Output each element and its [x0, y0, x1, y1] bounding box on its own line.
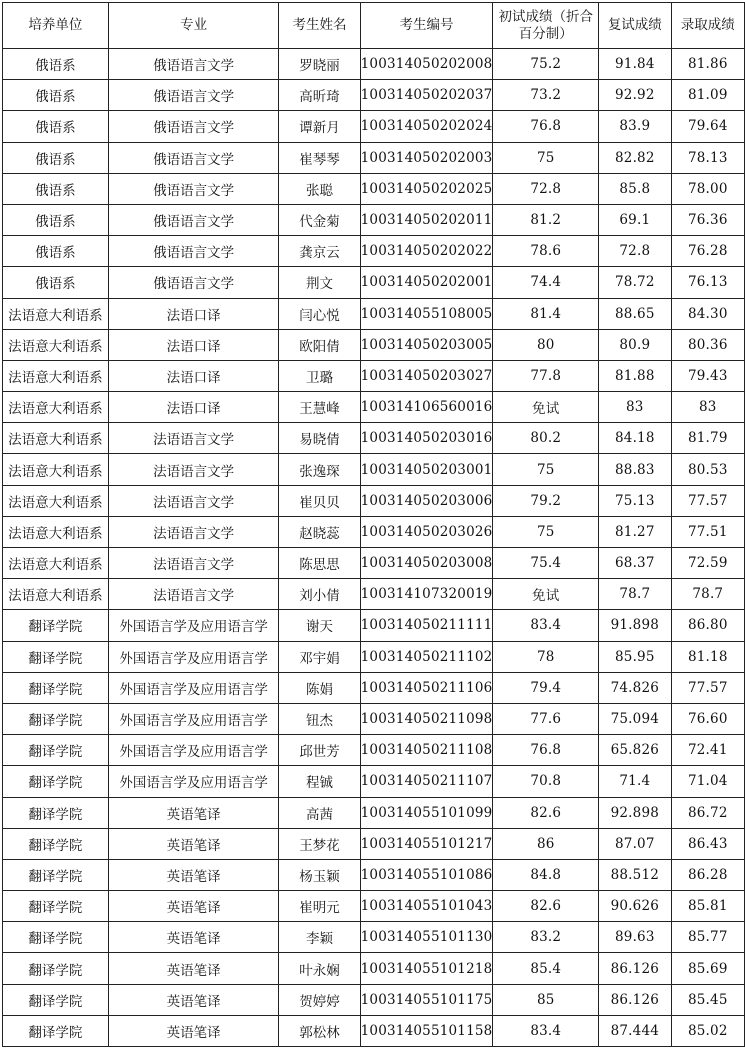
major-cell: 英语笔译 [108, 828, 279, 859]
name-cell: 卫璐 [279, 360, 360, 391]
header-cell-name: 考生姓名 [279, 3, 360, 49]
exam-id-cell: 100314050203026 [360, 516, 493, 547]
major-cell: 法语口译 [108, 329, 279, 360]
exam-id-cell: 100314050203027 [360, 360, 493, 391]
retest-score-cell: 68.37 [599, 548, 672, 579]
retest-score-cell: 82.82 [599, 142, 672, 173]
retest-score-cell: 78.7 [599, 579, 672, 610]
table-row [3, 1015, 745, 1046]
exam-id-cell: 100314055101130 [360, 922, 493, 953]
exam-id-cell: 100314055101218 [360, 953, 493, 984]
admission-score-cell: 81.18 [671, 641, 744, 672]
major-cell: 英语笔译 [108, 984, 279, 1015]
table-row [3, 329, 745, 360]
header-cell-retest-score: 复试成绩 [599, 3, 672, 49]
retest-score-cell: 84.18 [599, 423, 672, 454]
table-row [3, 797, 745, 828]
unit-cell: 法语意大利语系 [3, 516, 109, 547]
major-cell: 俄语语言文学 [108, 142, 279, 173]
major-cell: 俄语语言文学 [108, 173, 279, 204]
name-cell: 程铖 [279, 766, 360, 797]
table-row [3, 423, 745, 454]
initial-score-cell: 76.8 [493, 735, 599, 766]
exam-id-cell: 100314050203008 [360, 548, 493, 579]
admission-score-cell: 86.80 [671, 610, 744, 641]
retest-score-cell: 87.444 [599, 1015, 672, 1046]
unit-cell: 法语意大利语系 [3, 485, 109, 516]
retest-score-cell: 88.65 [599, 298, 672, 329]
retest-score-cell: 90.626 [599, 891, 672, 922]
retest-score-cell: 81.27 [599, 516, 672, 547]
exam-id-cell: 100314050202003 [360, 142, 493, 173]
table-row [3, 49, 745, 80]
name-cell: 高昕琦 [279, 80, 360, 111]
unit-cell: 翻译学院 [3, 641, 109, 672]
admission-score-cell: 85.69 [671, 953, 744, 984]
admission-score-cell: 72.59 [671, 548, 744, 579]
name-cell: 张逸琛 [279, 454, 360, 485]
retest-score-cell: 92.898 [599, 797, 672, 828]
unit-cell: 翻译学院 [3, 922, 109, 953]
initial-score-cell: 70.8 [493, 766, 599, 797]
table-row [3, 828, 745, 859]
table-row [3, 454, 745, 485]
major-cell: 法语口译 [108, 298, 279, 329]
exam-id-cell: 100314050211111 [360, 610, 493, 641]
unit-cell: 俄语系 [3, 49, 109, 80]
initial-score-cell: 81.2 [493, 204, 599, 235]
admission-score-cell: 77.51 [671, 516, 744, 547]
admission-score-cell: 78.00 [671, 173, 744, 204]
exam-id-cell: 100314055101086 [360, 859, 493, 890]
retest-score-cell: 72.8 [599, 236, 672, 267]
exam-id-cell: 100314055101158 [360, 1015, 493, 1046]
exam-id-cell: 100314050202011 [360, 204, 493, 235]
major-cell: 法语语言文学 [108, 485, 279, 516]
exam-id-cell: 100314055101175 [360, 984, 493, 1015]
initial-score-cell: 75 [493, 142, 599, 173]
name-cell: 陈思思 [279, 548, 360, 579]
admission-score-cell: 76.36 [671, 204, 744, 235]
unit-cell: 俄语系 [3, 111, 109, 142]
admission-score-cell: 81.09 [671, 80, 744, 111]
exam-id-cell: 100314055101043 [360, 891, 493, 922]
retest-score-cell: 80.9 [599, 329, 672, 360]
initial-score-cell: 85.4 [493, 953, 599, 984]
header-cell-exam-id: 考生编号 [360, 3, 493, 49]
unit-cell: 法语意大利语系 [3, 548, 109, 579]
name-cell: 张聪 [279, 173, 360, 204]
admission-score-cell: 85.45 [671, 984, 744, 1015]
exam-id-cell: 100314050211106 [360, 672, 493, 703]
admission-score-cell: 76.28 [671, 236, 744, 267]
header-cell-initial-score: 初试成绩（折合百分制） [493, 3, 599, 49]
admission-score-cell: 81.86 [671, 49, 744, 80]
table-row [3, 922, 745, 953]
exam-id-cell: 100314050202025 [360, 173, 493, 204]
name-cell: 谢天 [279, 610, 360, 641]
admission-score-cell: 85.02 [671, 1015, 744, 1046]
unit-cell: 俄语系 [3, 204, 109, 235]
major-cell: 外国语言学及应用语言学 [108, 610, 279, 641]
admission-score-cell: 86.28 [671, 859, 744, 890]
initial-score-cell: 80 [493, 329, 599, 360]
initial-score-cell: 79.4 [493, 672, 599, 703]
major-cell: 法语口译 [108, 360, 279, 391]
unit-cell: 法语意大利语系 [3, 423, 109, 454]
major-cell: 法语口译 [108, 392, 279, 423]
table-row [3, 735, 745, 766]
table-row [3, 111, 745, 142]
name-cell: 罗晓丽 [279, 49, 360, 80]
initial-score-cell: 84.8 [493, 859, 599, 890]
exam-id-cell: 100314050203005 [360, 329, 493, 360]
table-row [3, 267, 745, 298]
admission-score-cell: 81.79 [671, 423, 744, 454]
table-row [3, 703, 745, 734]
initial-score-cell: 83.4 [493, 610, 599, 641]
retest-score-cell: 85.8 [599, 173, 672, 204]
name-cell: 刘小倩 [279, 579, 360, 610]
retest-score-cell: 86.126 [599, 984, 672, 1015]
admission-score-cell: 77.57 [671, 672, 744, 703]
exam-id-cell: 100314106560016 [360, 392, 493, 423]
header-cell-major: 专业 [108, 3, 279, 49]
admission-score-cell: 79.43 [671, 360, 744, 391]
initial-score-cell: 73.2 [493, 80, 599, 111]
table-row [3, 672, 745, 703]
table-row [3, 204, 745, 235]
unit-cell: 法语意大利语系 [3, 579, 109, 610]
table-row [3, 516, 745, 547]
initial-score-cell: 76.8 [493, 111, 599, 142]
exam-id-cell: 100314055101099 [360, 797, 493, 828]
major-cell: 俄语语言文学 [108, 236, 279, 267]
initial-score-cell: 74.4 [493, 267, 599, 298]
initial-score-cell: 86 [493, 828, 599, 859]
table-row [3, 392, 745, 423]
exam-id-cell: 100314050203016 [360, 423, 493, 454]
name-cell: 崔贝贝 [279, 485, 360, 516]
exam-id-cell: 100314055108005 [360, 298, 493, 329]
unit-cell: 俄语系 [3, 80, 109, 111]
name-cell: 王慧峰 [279, 392, 360, 423]
unit-cell: 翻译学院 [3, 766, 109, 797]
name-cell: 邓宇娟 [279, 641, 360, 672]
unit-cell: 俄语系 [3, 236, 109, 267]
unit-cell: 俄语系 [3, 173, 109, 204]
admission-scores-table [2, 2, 745, 1047]
major-cell: 英语笔译 [108, 859, 279, 890]
table-row [3, 173, 745, 204]
table-row [3, 984, 745, 1015]
initial-score-cell: 82.6 [493, 891, 599, 922]
exam-id-cell: 100314050211107 [360, 766, 493, 797]
unit-cell: 法语意大利语系 [3, 360, 109, 391]
admission-score-cell: 71.04 [671, 766, 744, 797]
admission-score-cell: 77.57 [671, 485, 744, 516]
retest-score-cell: 85.95 [599, 641, 672, 672]
initial-score-cell: 80.2 [493, 423, 599, 454]
major-cell: 英语笔译 [108, 922, 279, 953]
admission-score-cell: 76.13 [671, 267, 744, 298]
initial-score-cell: 82.6 [493, 797, 599, 828]
retest-score-cell: 69.1 [599, 204, 672, 235]
initial-score-cell: 77.6 [493, 703, 599, 734]
unit-cell: 翻译学院 [3, 953, 109, 984]
initial-score-cell: 83.2 [493, 922, 599, 953]
unit-cell: 法语意大利语系 [3, 454, 109, 485]
major-cell: 英语笔译 [108, 891, 279, 922]
major-cell: 法语语言文学 [108, 548, 279, 579]
name-cell: 陈娟 [279, 672, 360, 703]
admission-score-cell: 79.64 [671, 111, 744, 142]
table-row [3, 298, 745, 329]
major-cell: 法语语言文学 [108, 423, 279, 454]
retest-score-cell: 87.07 [599, 828, 672, 859]
name-cell: 王梦花 [279, 828, 360, 859]
exam-id-cell: 100314050202008 [360, 49, 493, 80]
unit-cell: 翻译学院 [3, 828, 109, 859]
name-cell: 龚京云 [279, 236, 360, 267]
admission-score-cell: 85.77 [671, 922, 744, 953]
exam-id-cell: 100314050203001 [360, 454, 493, 485]
retest-score-cell: 92.92 [599, 80, 672, 111]
name-cell: 赵晓蕊 [279, 516, 360, 547]
table-row [3, 579, 745, 610]
name-cell: 邱世芳 [279, 735, 360, 766]
unit-cell: 俄语系 [3, 267, 109, 298]
table-row [3, 610, 745, 641]
retest-score-cell: 88.83 [599, 454, 672, 485]
name-cell: 闫心悦 [279, 298, 360, 329]
retest-score-cell: 74.826 [599, 672, 672, 703]
table-row [3, 236, 745, 267]
retest-score-cell: 75.094 [599, 703, 672, 734]
name-cell: 代金菊 [279, 204, 360, 235]
admission-score-cell: 86.43 [671, 828, 744, 859]
name-cell: 高茜 [279, 797, 360, 828]
name-cell: 欧阳倩 [279, 329, 360, 360]
initial-score-cell: 83.4 [493, 1015, 599, 1046]
initial-score-cell: 免试 [493, 392, 599, 423]
unit-cell: 翻译学院 [3, 672, 109, 703]
retest-score-cell: 83.9 [599, 111, 672, 142]
table-row [3, 485, 745, 516]
name-cell: 杨玉颖 [279, 859, 360, 890]
exam-id-cell: 100314050202001 [360, 267, 493, 298]
initial-score-cell: 72.8 [493, 173, 599, 204]
name-cell: 崔琴琴 [279, 142, 360, 173]
unit-cell: 法语意大利语系 [3, 298, 109, 329]
exam-id-cell: 100314050202037 [360, 80, 493, 111]
header-cell-admission-score: 录取成绩 [671, 3, 744, 49]
initial-score-cell: 81.4 [493, 298, 599, 329]
major-cell: 法语语言文学 [108, 516, 279, 547]
admission-score-cell: 85.81 [671, 891, 744, 922]
unit-cell: 翻译学院 [3, 703, 109, 734]
name-cell: 李颖 [279, 922, 360, 953]
name-cell: 崔明元 [279, 891, 360, 922]
initial-score-cell: 78 [493, 641, 599, 672]
admission-score-cell: 78.7 [671, 579, 744, 610]
unit-cell: 翻译学院 [3, 610, 109, 641]
major-cell: 俄语语言文学 [108, 267, 279, 298]
retest-score-cell: 65.826 [599, 735, 672, 766]
name-cell: 贺婷婷 [279, 984, 360, 1015]
retest-score-cell: 83 [599, 392, 672, 423]
admission-score-cell: 83 [671, 392, 744, 423]
major-cell: 俄语语言文学 [108, 49, 279, 80]
name-cell: 易晓倩 [279, 423, 360, 454]
initial-score-cell: 75 [493, 516, 599, 547]
table-row [3, 548, 745, 579]
unit-cell: 翻译学院 [3, 735, 109, 766]
initial-score-cell: 78.6 [493, 236, 599, 267]
exam-id-cell: 100314050211102 [360, 641, 493, 672]
major-cell: 外国语言学及应用语言学 [108, 641, 279, 672]
exam-id-cell: 100314050211108 [360, 735, 493, 766]
table-body [3, 49, 745, 1047]
admission-score-cell: 76.60 [671, 703, 744, 734]
initial-score-cell: 85 [493, 984, 599, 1015]
header-row [3, 3, 745, 49]
table-row [3, 766, 745, 797]
admission-score-cell: 84.30 [671, 298, 744, 329]
admission-score-cell: 86.72 [671, 797, 744, 828]
admission-score-cell: 80.53 [671, 454, 744, 485]
initial-score-cell: 79.2 [493, 485, 599, 516]
exam-id-cell: 100314050202024 [360, 111, 493, 142]
name-cell: 谭新月 [279, 111, 360, 142]
exam-id-cell: 100314050203006 [360, 485, 493, 516]
major-cell: 俄语语言文学 [108, 111, 279, 142]
table-row [3, 641, 745, 672]
major-cell: 法语语言文学 [108, 454, 279, 485]
admission-score-cell: 72.41 [671, 735, 744, 766]
major-cell: 法语语言文学 [108, 579, 279, 610]
initial-score-cell: 77.8 [493, 360, 599, 391]
table-row [3, 859, 745, 890]
unit-cell: 翻译学院 [3, 1015, 109, 1046]
admission-score-cell: 80.36 [671, 329, 744, 360]
exam-id-cell: 100314055101217 [360, 828, 493, 859]
major-cell: 外国语言学及应用语言学 [108, 766, 279, 797]
major-cell: 英语笔译 [108, 797, 279, 828]
name-cell: 钮杰 [279, 703, 360, 734]
table-row [3, 80, 745, 111]
table-row [3, 891, 745, 922]
name-cell: 荆文 [279, 267, 360, 298]
unit-cell: 法语意大利语系 [3, 329, 109, 360]
initial-score-cell: 75.4 [493, 548, 599, 579]
unit-cell: 法语意大利语系 [3, 392, 109, 423]
exam-id-cell: 100314050211098 [360, 703, 493, 734]
exam-id-cell: 100314107320019 [360, 579, 493, 610]
table-row [3, 360, 745, 391]
major-cell: 俄语语言文学 [108, 204, 279, 235]
unit-cell: 俄语系 [3, 142, 109, 173]
name-cell: 郭松林 [279, 1015, 360, 1046]
initial-score-cell: 75 [493, 454, 599, 485]
unit-cell: 翻译学院 [3, 891, 109, 922]
admission-score-cell: 78.13 [671, 142, 744, 173]
retest-score-cell: 81.88 [599, 360, 672, 391]
major-cell: 英语笔译 [108, 1015, 279, 1046]
table-row [3, 953, 745, 984]
major-cell: 外国语言学及应用语言学 [108, 703, 279, 734]
retest-score-cell: 71.4 [599, 766, 672, 797]
unit-cell: 翻译学院 [3, 797, 109, 828]
unit-cell: 翻译学院 [3, 859, 109, 890]
major-cell: 外国语言学及应用语言学 [108, 672, 279, 703]
retest-score-cell: 91.898 [599, 610, 672, 641]
major-cell: 英语笔译 [108, 953, 279, 984]
exam-id-cell: 100314050202022 [360, 236, 493, 267]
unit-cell: 翻译学院 [3, 984, 109, 1015]
retest-score-cell: 78.72 [599, 267, 672, 298]
major-cell: 俄语语言文学 [108, 80, 279, 111]
name-cell: 叶永娴 [279, 953, 360, 984]
retest-score-cell: 75.13 [599, 485, 672, 516]
retest-score-cell: 88.512 [599, 859, 672, 890]
initial-score-cell: 免试 [493, 579, 599, 610]
retest-score-cell: 86.126 [599, 953, 672, 984]
major-cell: 外国语言学及应用语言学 [108, 735, 279, 766]
retest-score-cell: 89.63 [599, 922, 672, 953]
table-row [3, 142, 745, 173]
initial-score-cell: 75.2 [493, 49, 599, 80]
header-cell-unit: 培养单位 [3, 3, 109, 49]
retest-score-cell: 91.84 [599, 49, 672, 80]
